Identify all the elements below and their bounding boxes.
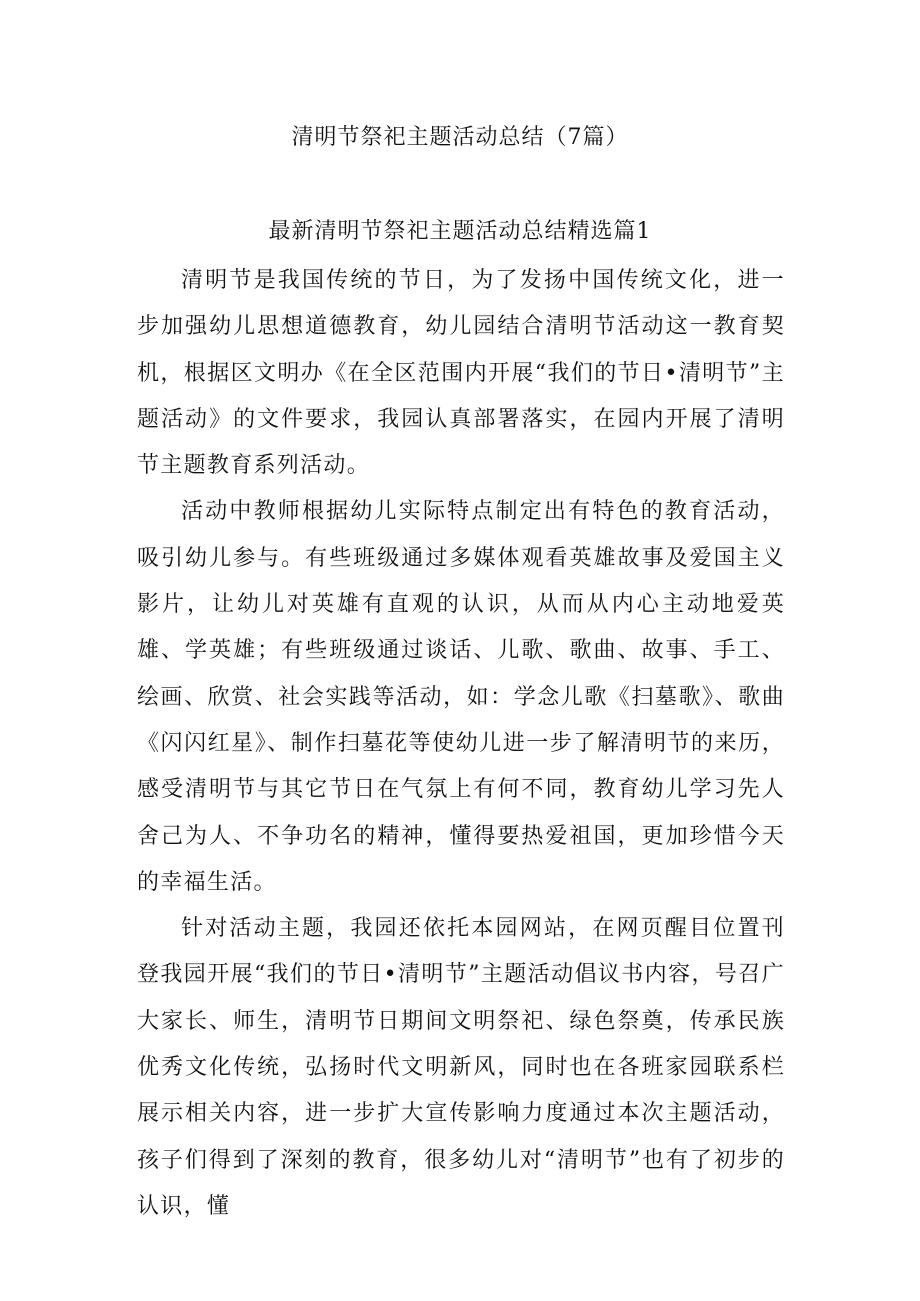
paragraph-3: 针对活动主题，我园还依托本园网站，在网页醒目位置刊登我园开展“我们的节日•清明节”主题活动倡议书内容，号召广大家长、师生，清明节日期间文明祭祀、绿色祭奠，传承民族优秀文化传统，弘扬时代文明新风，同时也在各班家园联系栏展示相关内容，进一步扩大宣传影响力度通过本次主题活动，孩子们得到了深刻的教育，很多幼儿对“清明节”也有了初步的认识，懂 [137,916,785,1219]
document-title: 清明节祭祀主题活动总结（7篇） [291,125,629,150]
paragraph-2: 活动中教师根据幼儿实际特点制定出有特色的教育活动，吸引幼儿参与。有些班级通过多媒体观看英雄故事及爱国主义影片，让幼儿对英雄有直观的认识，从而从内心主动地爱英雄、学英雄；有些班级通过谈话、儿歌、歌曲、故事、手工、绘画、欣赏、社会实践等活动，如：学念儿歌《扫墓歌》、歌曲《闪闪红星》、制作扫墓花等使幼儿进一步了解清明节的来历，感受清明节与其它节日在气氛上有何不同，教育幼儿学习先人舍己为人、不争功名的精神，懂得要热爱祖国，更加珍惜今天的幸福生活。 [137,499,785,895]
section-title: 最新清明节祭祀主题活动总结精选篇1 [268,219,652,244]
document-body [137,258,785,1230]
paragraph-1: 清明节是我国传统的节日，为了发扬中国传统文化，进一步加强幼儿思想道德教育，幼儿园结合清明节活动这一教育契机，根据区文明办《在全区范围内开展“我们的节日•清明节”主题活动》的文件要求，我园认真部署落实，在园内开展了清明节主题教育系列活动。 [137,268,785,479]
